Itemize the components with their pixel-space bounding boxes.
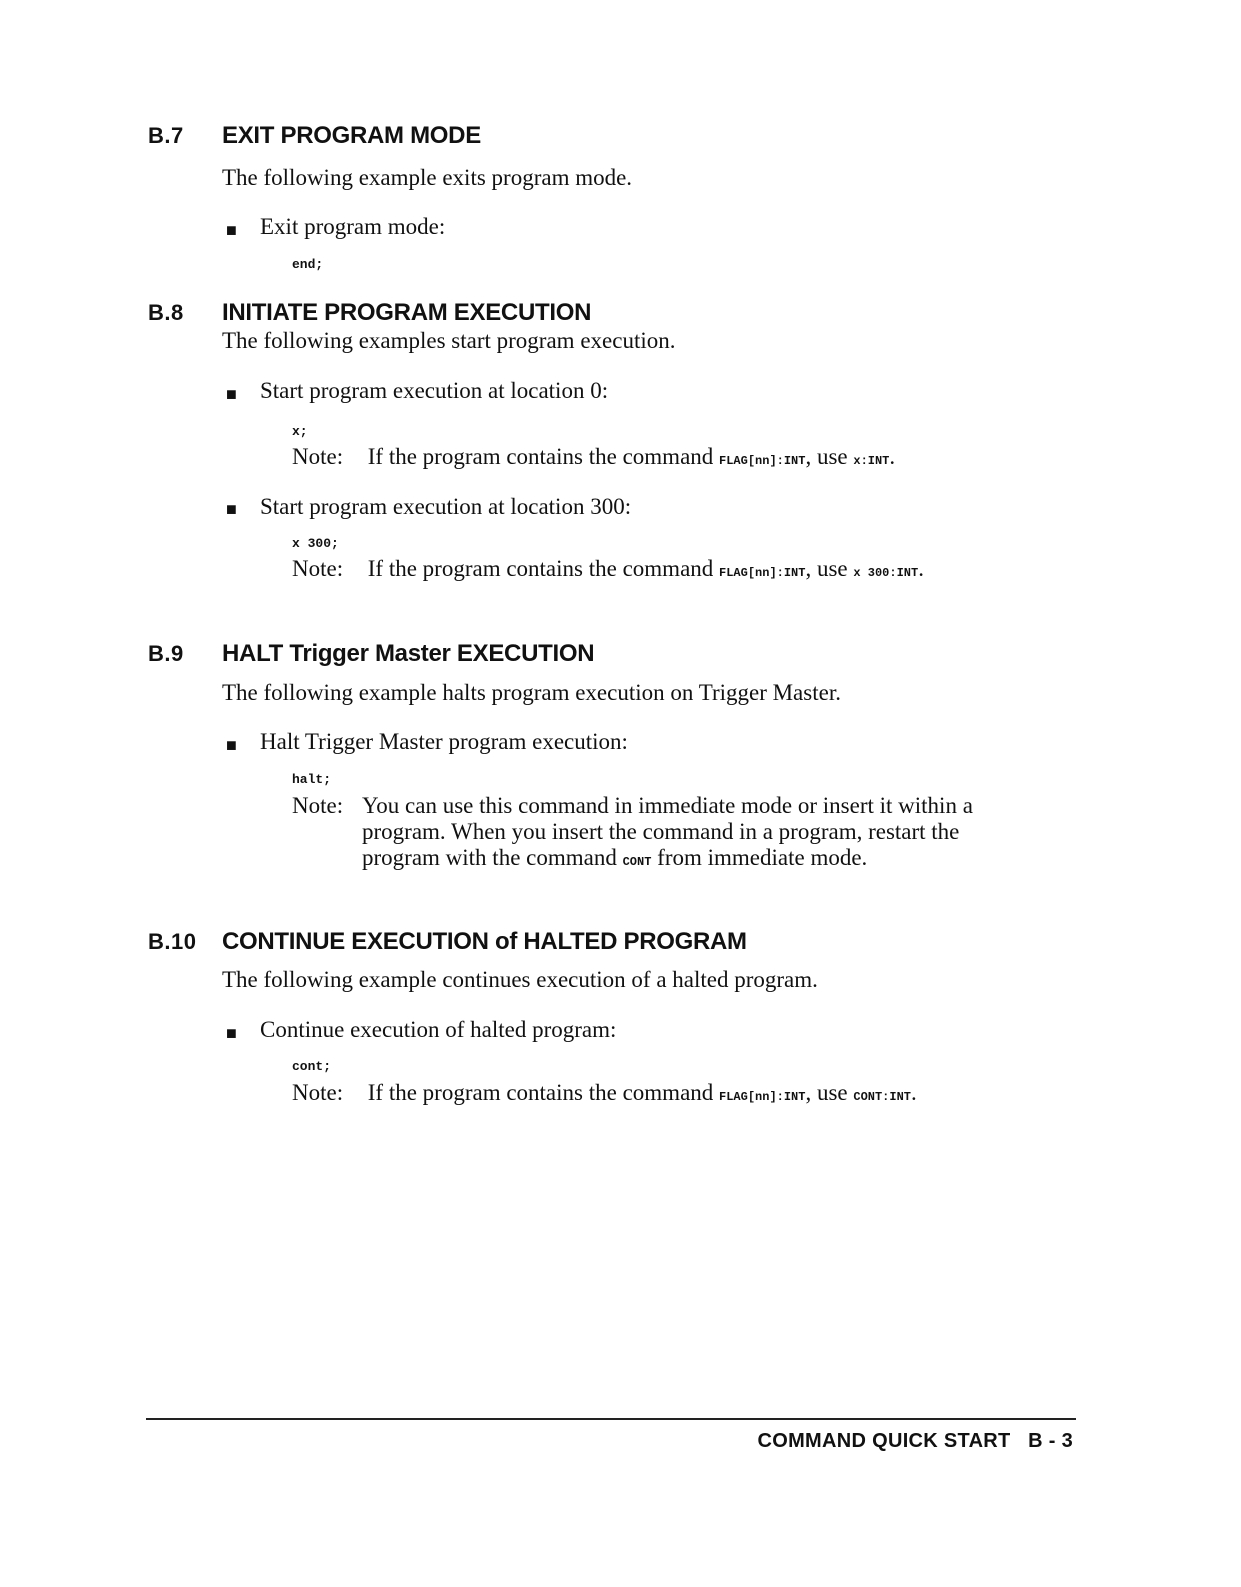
- note-command: FLAG[nn]:INT: [719, 454, 806, 468]
- note-text: If the program contains the command: [367, 556, 714, 581]
- note: [292, 1080, 917, 1106]
- bullet-icon: ■: [226, 735, 237, 755]
- page-footer: [757, 1430, 1073, 1453]
- page-number: B - 3: [1028, 1430, 1073, 1452]
- note-use: , use: [805, 1080, 848, 1105]
- note-label: Note:: [292, 556, 344, 581]
- note-command: FLAG[nn]:INT: [719, 1090, 806, 1104]
- section-number: B.10: [148, 929, 197, 954]
- code-example: x;: [292, 424, 308, 439]
- section-number: B.7: [148, 123, 184, 148]
- code-example: halt;: [292, 772, 332, 787]
- note-text: If the program contains the command: [367, 444, 714, 469]
- bullet-text: Start program execution at location 0:: [260, 378, 609, 403]
- note-command: CONT: [622, 855, 652, 869]
- code-example: cont;: [292, 1059, 332, 1074]
- note-end: .: [910, 1080, 917, 1105]
- note-line: You can use this command in immediate mode or insert it within a: [362, 793, 973, 818]
- bullet-icon: ■: [226, 220, 237, 240]
- note: [292, 556, 924, 582]
- section-intro: The following example exits program mode.: [222, 165, 633, 190]
- section-title: EXIT PROGRAM MODE: [222, 122, 481, 149]
- bullet-icon: ■: [226, 499, 237, 519]
- note-text: from immediate mode.: [657, 845, 868, 870]
- note-end: .: [918, 556, 924, 581]
- bullet-text: Exit program mode:: [260, 214, 446, 239]
- note-use: , use: [805, 444, 848, 469]
- note-body: [362, 793, 1042, 875]
- bullet-text: Continue execution of halted program:: [260, 1017, 617, 1042]
- note-label: Note:: [292, 444, 344, 469]
- section-title: INITIATE PROGRAM EXECUTION: [222, 299, 592, 326]
- note-label-row: [292, 793, 362, 819]
- code-example: x 300;: [292, 536, 339, 551]
- note-line: [362, 845, 1042, 875]
- note-text: If the program contains the command: [367, 1080, 714, 1105]
- note-line: program. When you insert the command in a program, restart the: [362, 819, 960, 844]
- section-title: CONTINUE EXECUTION of HALTED PROGRAM: [222, 928, 747, 955]
- note-label: Note:: [292, 793, 344, 818]
- bullet-text: Start program execution at location 300:: [260, 494, 632, 519]
- section-intro: The following example continues execution of a halted program.: [222, 967, 818, 992]
- section-intro: The following examples start program execution.: [222, 328, 676, 353]
- note: [292, 444, 895, 470]
- section-number: B.8: [148, 300, 184, 325]
- note-alt-command: x:INT: [853, 454, 890, 468]
- footer-rule: [146, 1418, 1076, 1420]
- code-example: end;: [292, 257, 324, 272]
- bullet-icon: ■: [226, 1023, 237, 1043]
- note-alt-command: x 300:INT: [853, 566, 919, 580]
- note-text: program with the command: [362, 845, 617, 870]
- bullet-icon: ■: [226, 384, 237, 404]
- note-command: FLAG[nn]:INT: [719, 566, 806, 580]
- note-end: .: [889, 444, 896, 469]
- bullet-text: Halt Trigger Master program execution:: [260, 729, 628, 754]
- note-use: , use: [805, 556, 848, 581]
- note-label: Note:: [292, 1080, 344, 1105]
- section-title: HALT Trigger Master EXECUTION: [222, 640, 595, 667]
- section-intro: The following example halts program execution on Trigger Master.: [222, 680, 841, 705]
- section-number: B.9: [148, 641, 184, 666]
- note-alt-command: CONT:INT: [853, 1090, 911, 1104]
- footer-title: COMMAND QUICK START: [757, 1430, 1011, 1452]
